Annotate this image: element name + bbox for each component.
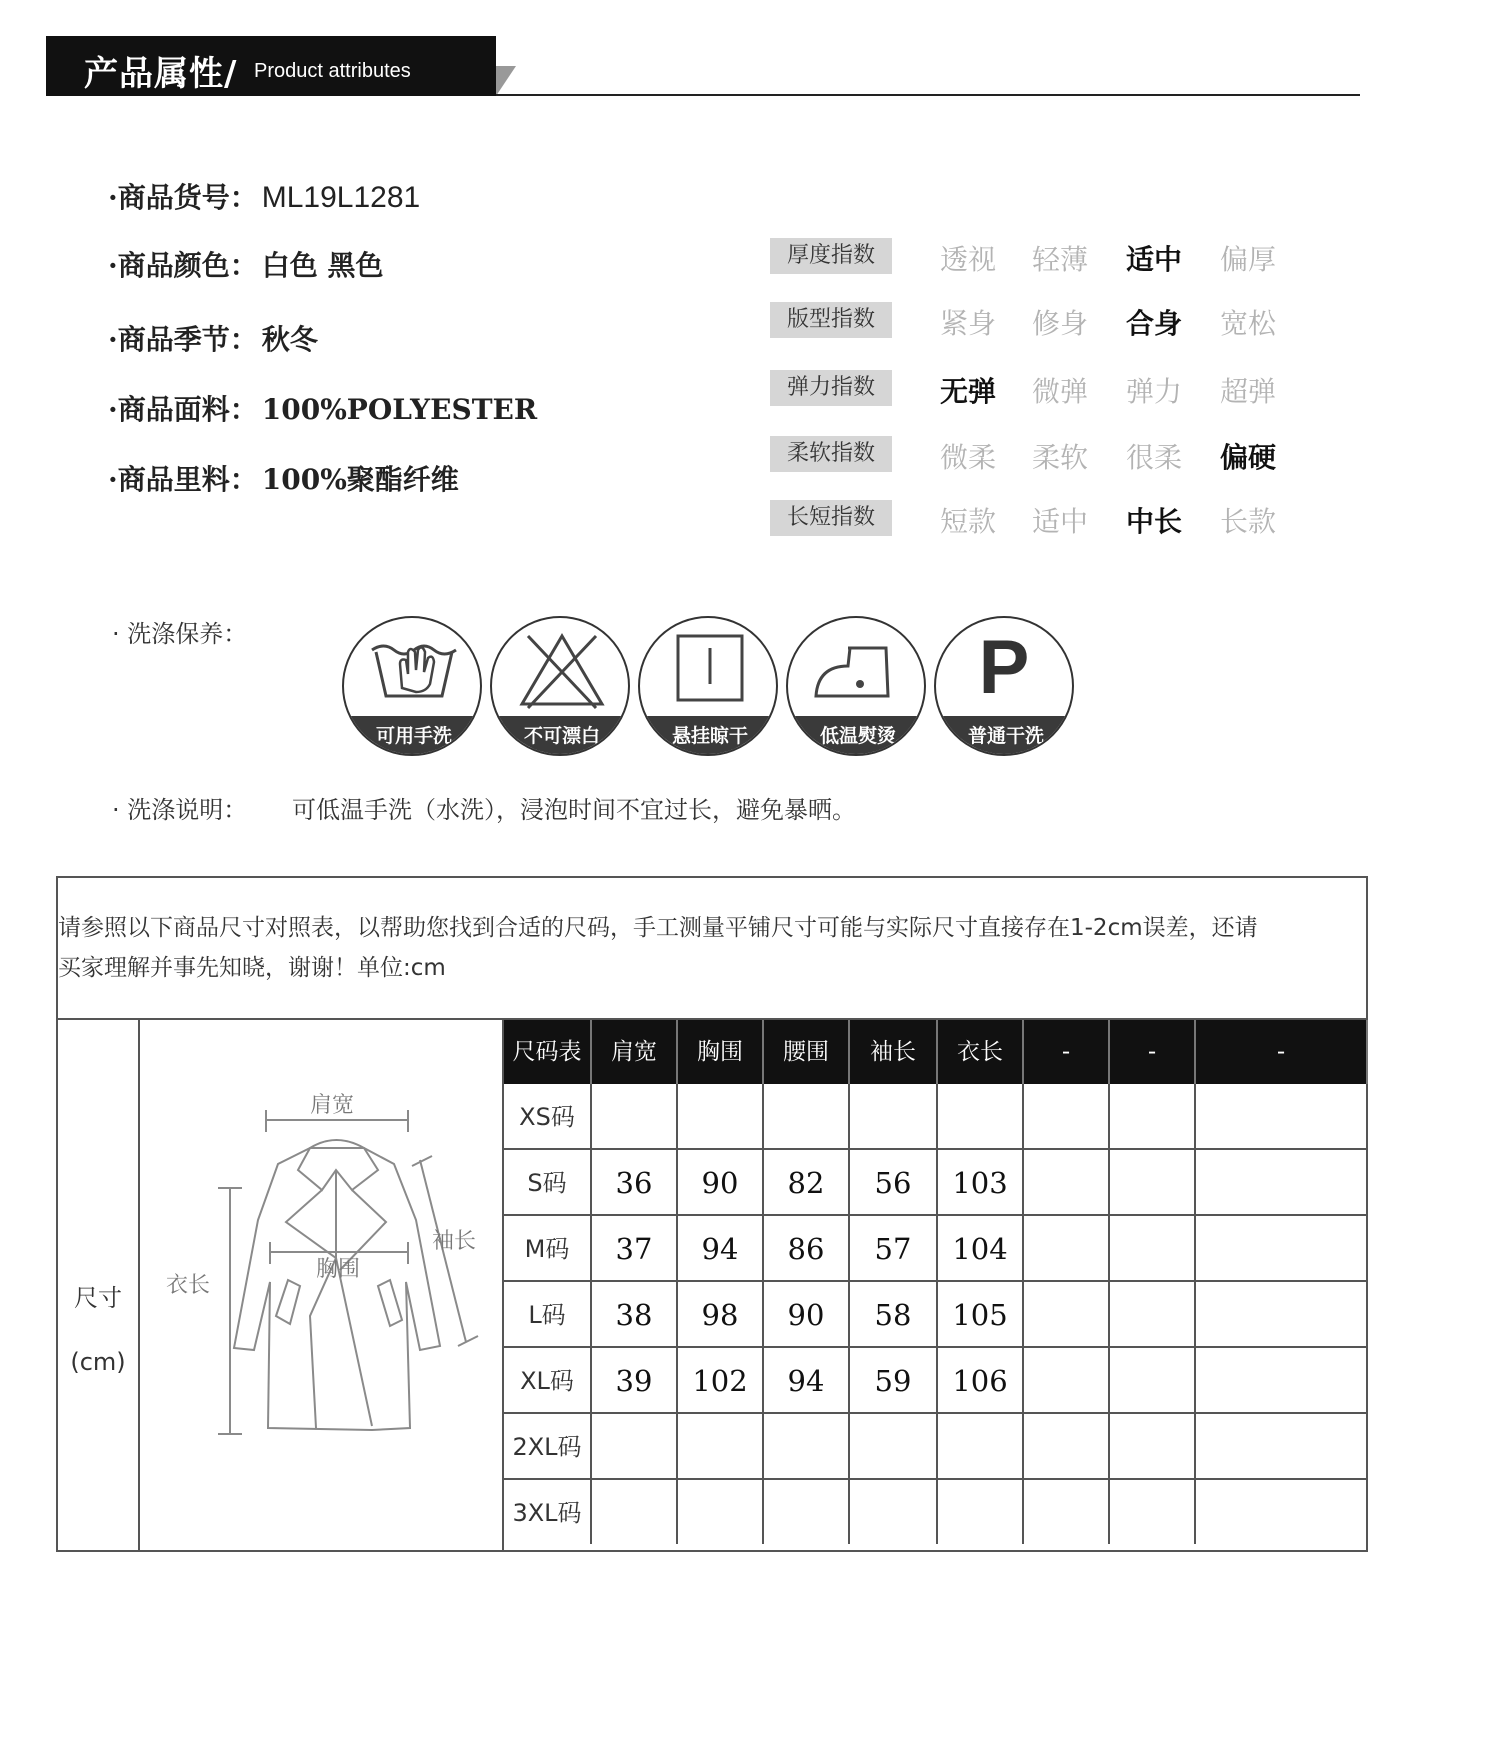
index-option: 微柔	[940, 441, 997, 474]
table-cell	[850, 1414, 938, 1480]
index-option: 修身	[1032, 307, 1089, 340]
table-cell	[1196, 1084, 1368, 1150]
size-table	[504, 1020, 1368, 1552]
table-size-cell: M码	[504, 1216, 592, 1282]
care-label: · 洗涤保养：	[112, 620, 248, 648]
attr-label: ·商品颜色：	[108, 249, 258, 282]
table-cell	[1024, 1282, 1110, 1348]
hand-wash-icon	[364, 630, 464, 712]
hang-dry-icon	[660, 630, 760, 712]
index-option: 偏厚	[1220, 243, 1277, 276]
index-label: 厚度指数	[770, 238, 892, 274]
table-cell: 98	[678, 1282, 764, 1348]
table-cell	[1110, 1480, 1196, 1544]
attr-label: ·商品季节：	[108, 323, 258, 356]
side-label-size: 尺寸	[74, 1284, 122, 1312]
table-cell	[938, 1414, 1024, 1480]
table-cell	[1110, 1150, 1196, 1216]
care-caption: 普通干洗	[967, 725, 1044, 747]
table-header-cell: -	[1196, 1020, 1368, 1084]
table-cell	[1110, 1282, 1196, 1348]
index-label: 版型指数	[770, 302, 892, 338]
table-cell	[678, 1084, 764, 1150]
dry-clean-p-icon: P	[978, 625, 1030, 710]
index-option-selected: 无弹	[940, 375, 997, 408]
table-header-cell: 尺码表	[504, 1020, 592, 1084]
table-cell	[592, 1414, 678, 1480]
table-header-cell: 肩宽	[592, 1020, 678, 1084]
table-cell	[1110, 1414, 1196, 1480]
index-option: 适中	[1032, 505, 1089, 538]
table-cell	[850, 1084, 938, 1150]
size-note	[58, 908, 1368, 988]
table-cell: 59	[850, 1348, 938, 1414]
header-slant	[496, 66, 516, 96]
table-size-cell: XL码	[504, 1348, 592, 1414]
table-cell	[938, 1084, 1024, 1150]
attr-color	[108, 244, 384, 284]
table-cell	[1110, 1084, 1196, 1150]
table-cell: 94	[764, 1348, 850, 1414]
table-cell	[1024, 1348, 1110, 1414]
index-option-selected: 偏硬	[1220, 441, 1277, 474]
attr-lining	[108, 458, 459, 498]
table-header-cell: 袖长	[850, 1020, 938, 1084]
index-label: 弹力指数	[770, 370, 892, 406]
size-note-line-1: 请参照以下商品尺寸对照表，以帮助您找到合适的尺码，手工测量平铺尺寸可能与实际尺寸直接存在1-2cm误差，还请	[58, 915, 1258, 941]
index-option: 长款	[1220, 505, 1277, 538]
sketch-label-chest: 胸围	[316, 1257, 361, 1282]
attr-value: 白色 黑色	[261, 249, 384, 282]
index-option: 紧身	[940, 307, 997, 340]
care-caption: 悬挂晾干	[671, 725, 748, 747]
attr-value: ML19L1281	[261, 181, 421, 214]
table-header-cell: -	[1110, 1020, 1196, 1084]
care-caption: 不可漂白	[523, 725, 600, 747]
table-cell	[1110, 1216, 1196, 1282]
table-header-cell: -	[1024, 1020, 1110, 1084]
table-cell	[1024, 1414, 1110, 1480]
care-hang-dry	[638, 616, 778, 756]
sketch-label-length: 衣长	[166, 1273, 211, 1298]
care-hand-wash	[342, 616, 482, 756]
table-cell: 86	[764, 1216, 850, 1282]
attr-season	[108, 318, 318, 358]
table-size-cell: XS码	[504, 1084, 592, 1150]
table-header-cell: 腰围	[764, 1020, 850, 1084]
table-cell	[1196, 1414, 1368, 1480]
index-option: 短款	[940, 505, 997, 538]
table-cell	[592, 1480, 678, 1544]
index-option: 轻薄	[1032, 243, 1089, 276]
garment-sketch	[140, 1020, 504, 1552]
table-cell: 102	[678, 1348, 764, 1414]
index-label: 柔软指数	[770, 436, 892, 472]
care-caption: 可用手洗	[375, 725, 452, 747]
wash-label: · 洗涤说明：	[112, 796, 248, 824]
no-bleach-icon	[512, 630, 612, 712]
attr-fabric	[108, 388, 537, 428]
index-option: 透视	[940, 243, 997, 276]
index-option-selected: 中长	[1126, 505, 1183, 538]
table-size-cell: 3XL码	[504, 1480, 592, 1544]
attr-value: 100%聚酯纤维	[261, 463, 459, 496]
index-option: 微弹	[1032, 375, 1089, 408]
table-cell	[1024, 1150, 1110, 1216]
attr-item-number	[108, 176, 420, 216]
table-size-cell: 2XL码	[504, 1414, 592, 1480]
table-cell	[764, 1414, 850, 1480]
table-cell: 82	[764, 1150, 850, 1216]
index-option-selected: 适中	[1126, 243, 1183, 276]
table-cell	[764, 1084, 850, 1150]
table-cell	[1110, 1348, 1196, 1414]
table-size-cell: S码	[504, 1150, 592, 1216]
section-header	[46, 36, 1360, 98]
header-title-en: Product attributes	[254, 60, 411, 82]
care-low-iron	[786, 616, 926, 756]
care-caption: 低温熨烫	[819, 725, 896, 747]
care-dry-clean	[934, 616, 1074, 756]
table-cell: 39	[592, 1348, 678, 1414]
size-chart	[56, 876, 1368, 1552]
side-label-unit: (cm)	[70, 1348, 126, 1376]
table-cell: 56	[850, 1150, 938, 1216]
table-cell: 105	[938, 1282, 1024, 1348]
header-underline	[496, 94, 1360, 96]
index-label: 长短指数	[770, 500, 892, 536]
table-cell: 37	[592, 1216, 678, 1282]
index-option-selected: 合身	[1126, 307, 1183, 340]
table-cell	[1196, 1282, 1368, 1348]
table-cell	[1196, 1480, 1368, 1544]
index-option: 弹力	[1126, 375, 1183, 408]
index-option: 柔软	[1032, 441, 1089, 474]
table-cell: 90	[764, 1282, 850, 1348]
table-cell: 104	[938, 1216, 1024, 1282]
table-cell	[1024, 1084, 1110, 1150]
attr-label: ·商品里料：	[108, 463, 258, 496]
table-cell	[1196, 1150, 1368, 1216]
index-option: 宽松	[1220, 307, 1277, 340]
low-iron-icon	[808, 630, 908, 712]
index-option: 超弹	[1220, 375, 1277, 408]
table-size-cell: L码	[504, 1282, 592, 1348]
table-cell: 36	[592, 1150, 678, 1216]
sketch-label-sleeve: 袖长	[432, 1229, 477, 1254]
table-cell: 94	[678, 1216, 764, 1282]
table-cell	[592, 1084, 678, 1150]
attr-label: ·商品面料：	[108, 393, 258, 426]
attr-label: ·商品货号：	[108, 181, 258, 214]
sketch-label-shoulder: 肩宽	[310, 1093, 355, 1118]
table-cell	[764, 1480, 850, 1544]
table-cell	[1024, 1480, 1110, 1544]
index-option: 很柔	[1126, 441, 1183, 474]
table-cell: 57	[850, 1216, 938, 1282]
table-cell	[850, 1480, 938, 1544]
care-no-bleach	[490, 616, 630, 756]
size-note-line-2: 买家理解并事先知晓，谢谢！单位:cm	[58, 955, 446, 981]
table-cell	[938, 1480, 1024, 1544]
table-cell: 38	[592, 1282, 678, 1348]
table-cell	[678, 1414, 764, 1480]
table-cell	[1024, 1216, 1110, 1282]
wash-text: 可低温手洗（水洗），浸泡时间不宜过长，避免暴晒。	[292, 796, 856, 824]
table-cell: 58	[850, 1282, 938, 1348]
table-cell	[678, 1480, 764, 1544]
table-cell: 106	[938, 1348, 1024, 1414]
table-cell	[1196, 1348, 1368, 1414]
header-title-cn: 产品属性/	[84, 54, 238, 94]
table-cell: 103	[938, 1150, 1024, 1216]
table-header-cell: 衣长	[938, 1020, 1024, 1084]
attr-value: 100%POLYESTER	[261, 393, 538, 426]
size-side-column	[58, 1020, 140, 1552]
table-cell: 90	[678, 1150, 764, 1216]
table-header-cell: 胸围	[678, 1020, 764, 1084]
table-cell	[1196, 1216, 1368, 1282]
attr-value: 秋冬	[261, 323, 318, 356]
